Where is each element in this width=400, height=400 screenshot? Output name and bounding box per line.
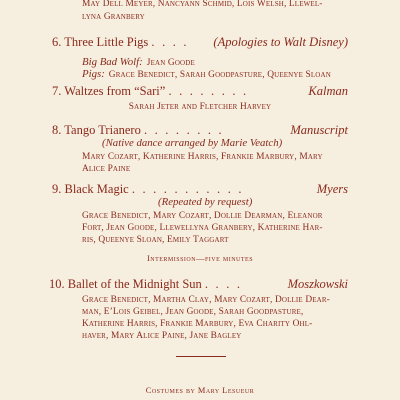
item-number: 8. — [52, 123, 62, 137]
item-9-composer: Myers — [316, 182, 348, 196]
item-number: 10. — [49, 277, 65, 291]
leader-dots: . . . . — [204, 277, 243, 291]
item-8-heading — [52, 123, 224, 137]
item-number: 7. — [52, 84, 62, 98]
item-10-cast-line: man, E’Lois Geibel, Jean Goode, Sarah Goodpasture, — [82, 307, 304, 317]
item-title: Ballet of the Midnight Sun — [67, 277, 202, 291]
item-6-heading — [52, 35, 189, 49]
item-8-note: (Native dance arranged by Marie Veatch) — [102, 137, 283, 149]
item-9-cast-line: Grace Benedict, Mary Cozart, Dollie Dearman, Eleanor — [82, 211, 323, 221]
leader-dots: . . . . . . . . — [168, 84, 249, 98]
item-9-note: (Repeated by request) — [158, 196, 253, 208]
item-8-composer: Manuscript — [290, 123, 348, 137]
item-8-cast-line: Mary Cozart, Katherine Harris, Frankie Marbury, Mary — [82, 152, 323, 162]
role-performers: Grace Benedict, Sarah Goodpasture, Queenye Sloan — [108, 70, 331, 80]
leader-dots: . . . . . . . . — [143, 123, 224, 137]
item-10-heading — [49, 277, 242, 291]
item-6-role-pigs — [82, 64, 331, 82]
role-label: Big Bad Wolf: — [82, 56, 143, 68]
divider-rule — [176, 356, 226, 357]
costumes-credit: Costumes by Mary Lesueur — [145, 386, 255, 395]
item-title: Black Magic — [64, 182, 129, 196]
role-label: Pigs: — [82, 68, 105, 80]
item-title: Tango Trianero — [64, 123, 141, 137]
item-title: Waltzes from “Sari” — [64, 84, 166, 98]
item-number: 6. — [52, 35, 62, 49]
item-number: 9. — [52, 182, 62, 196]
item-10-cast-line: Grace Benedict, Martha Clay, Mary Cozart, Dollie Dear- — [82, 295, 330, 305]
item-title: Three Little Pigs — [64, 35, 149, 49]
role-performer: Jean Goode — [146, 58, 195, 68]
intermission-note: Intermission—five minutes — [146, 254, 254, 263]
item-8-cast-line: Alice Paine — [82, 164, 131, 174]
item-7-composer: Kalman — [308, 84, 348, 98]
previous-cast-line: May Dell Meyer, Nancyann Schmid, Lois Welsh, Llewel- — [82, 0, 323, 9]
item-7-heading — [52, 84, 248, 98]
item-10-composer: Moszkowski — [287, 277, 348, 291]
item-9-cast-line: Fort, Jean Goode, Llewellyna Granbery, Katherine Har- — [82, 223, 323, 233]
item-10-cast-line: haver, Mary Alice Paine, Jane Bagley — [82, 331, 242, 341]
leader-dots: . . . . . . . . . . . — [131, 182, 244, 196]
item-10-cast-line: Katherine Harris, Frankie Marbury, Eva Charity Ohl- — [82, 319, 313, 329]
item-9-cast-line: ris, Queenye Sloan, Emily Taggart — [82, 235, 229, 245]
leader-dots: . . . . — [151, 35, 189, 49]
item-9-heading — [52, 182, 244, 196]
previous-cast-line: lyna Granbery — [82, 12, 145, 22]
item-7-cast: Sarah Jeter and Fletcher Harvey — [128, 102, 272, 112]
item-6-composer: (Apologies to Walt Disney) — [213, 35, 348, 49]
